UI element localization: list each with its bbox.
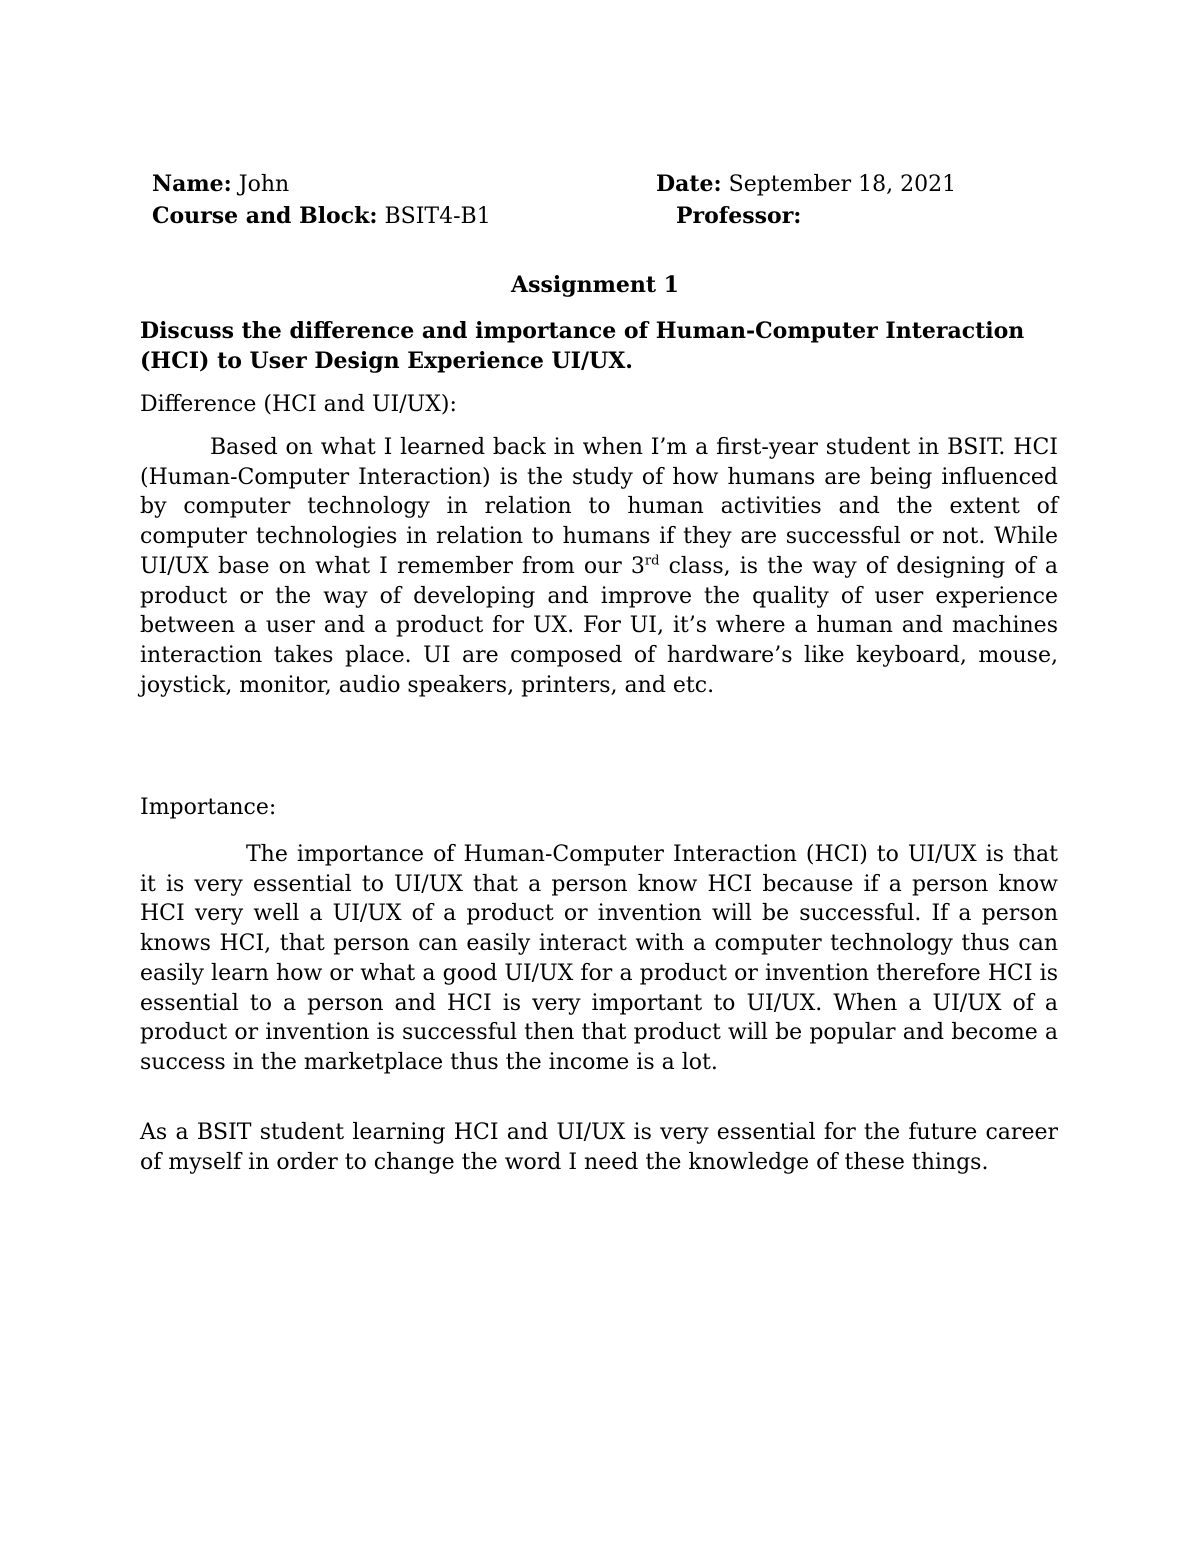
date-value: September 18, 2021 <box>721 172 957 197</box>
difference-text-part2: class, is the way of designing of a product or the way of developing and improve the quality of user experience between a user and a product for UX. For UI, it’s where a human and machines interaction takes place. UI are composed of hardware’s like keyboard, mouse, joystick, monitor, audio speakers, printers, and etc. <box>140 553 1058 698</box>
date-line <box>656 169 956 200</box>
course-label: Course and Block: <box>152 203 378 229</box>
difference-label: Difference (HCI and UI/UX): <box>140 392 457 417</box>
name-label: Name: <box>152 171 232 197</box>
difference-text-part1: Based on what I learned back in when I’m a first-year student in BSIT. HCI (Human-Computer Interaction) is the study of how humans are being influenced by computer technology in relation to human activities and the extent of computer technologies in relation to humans if they are successful or not. While UI/UX base on what I remember from our 3 <box>140 435 1058 579</box>
assignment-question: Discuss the difference and importance of Human-Computer Interaction (HCI) to User Design Experience UI/UX. <box>140 318 1025 374</box>
ordinal-suffix: rd <box>644 553 660 569</box>
name-line <box>152 169 289 200</box>
professor-label: Professor: <box>676 203 802 229</box>
professor-line <box>676 201 801 232</box>
difference-paragraph <box>140 433 1058 700</box>
course-value: BSIT4-B1 <box>377 204 491 229</box>
assignment-title: Assignment 1 <box>511 272 679 298</box>
name-value: John <box>231 172 290 197</box>
course-line <box>152 201 491 232</box>
date-label: Date: <box>656 171 722 197</box>
importance-paragraph: The importance of Human-Computer Interaction (HCI) to UI/UX is that it is very essential to UI/UX that a person know HCI because if a person know HCI very well a UI/UX of a product or invention will be successful. If a person knows HCI, that person can easily interact with a computer technology thus can easily learn how or what a good UI/UX for a product or invention therefore HCI is essential to a person and HCI is very important to UI/UX. When a UI/UX of a product or invention is successful then that product will be popular and become a success in the marketplace thus the income is a lot. <box>140 842 1058 1075</box>
importance-label: Importance: <box>140 795 277 820</box>
conclusion-paragraph: As a BSIT student learning HCI and UI/UX is very essential for the future career of myself in order to change the word I need the knowledge of these things. <box>140 1120 1058 1175</box>
